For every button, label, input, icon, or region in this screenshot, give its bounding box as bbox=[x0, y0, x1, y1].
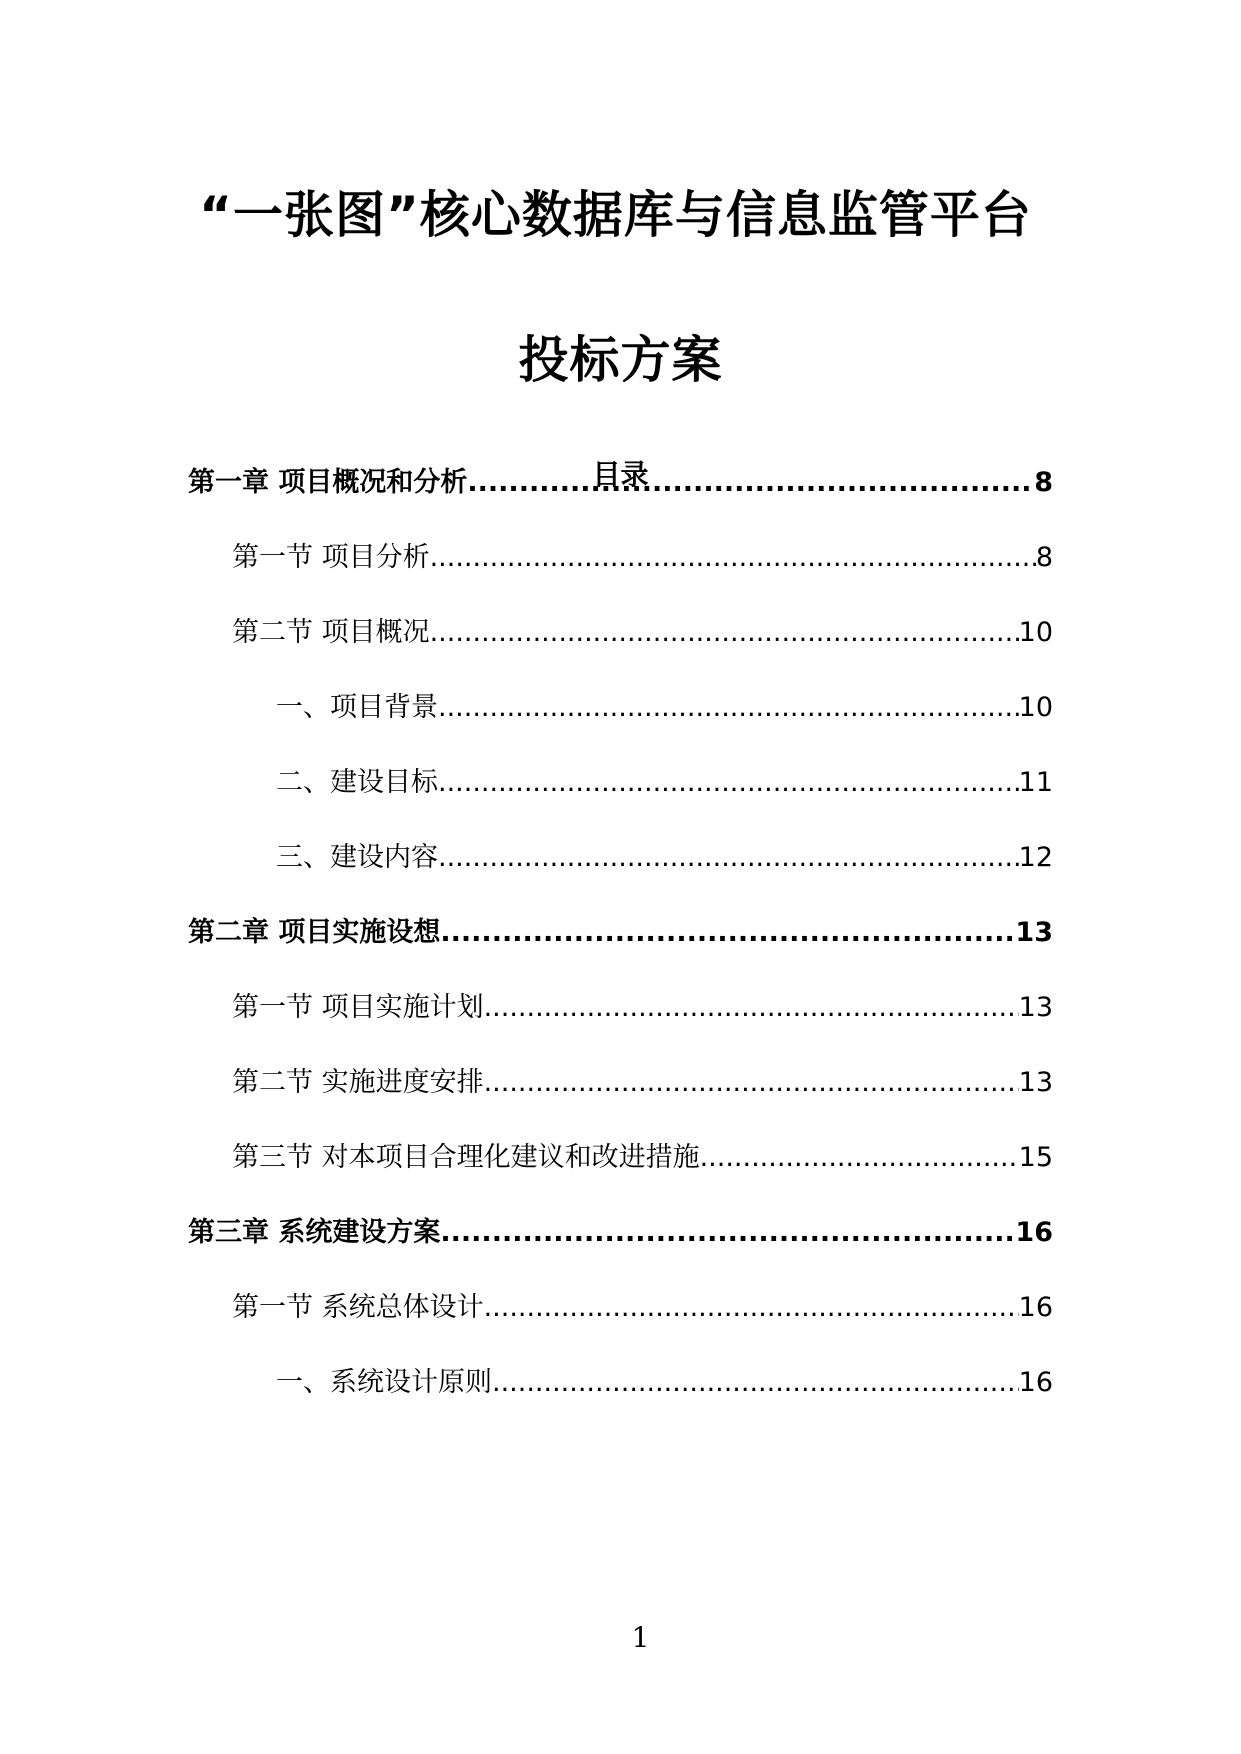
page-number: 1 bbox=[631, 1621, 650, 1654]
toc-leader-dots bbox=[484, 1065, 1019, 1101]
toc-entry-page: 16 bbox=[1018, 1367, 1053, 1398]
toc-entry-page: 10 bbox=[1018, 617, 1053, 648]
toc-entry-page: 10 bbox=[1018, 692, 1053, 723]
toc-entry-label: 第二节 项目概况 bbox=[232, 617, 430, 648]
toc-entry-chapter[interactable] bbox=[188, 1215, 1053, 1251]
toc-leader-dots bbox=[430, 540, 1036, 576]
toc-leader-dots bbox=[438, 765, 1019, 801]
toc-heading: 目录 bbox=[592, 458, 649, 491]
toc-entry-subsection[interactable] bbox=[276, 765, 1053, 801]
toc-entry-page: 16 bbox=[1018, 1292, 1053, 1323]
toc-leader-dots bbox=[484, 990, 1019, 1026]
toc-entry-label: 第一节 项目实施计划 bbox=[232, 992, 484, 1023]
toc-entry-label: 一、系统设计原则 bbox=[276, 1367, 492, 1398]
toc-entry-label: 第一节 系统总体设计 bbox=[232, 1292, 484, 1323]
toc-leader-dots bbox=[430, 615, 1019, 651]
toc-leader-dots bbox=[438, 690, 1019, 726]
toc-entry-label: 第一章 项目概况和分析 bbox=[188, 467, 468, 498]
toc-entry-section[interactable] bbox=[232, 1290, 1053, 1326]
toc-leader-dots bbox=[440, 1215, 1015, 1251]
toc-entry-section[interactable] bbox=[232, 1140, 1053, 1176]
toc-entry-page: 15 bbox=[1018, 1142, 1053, 1173]
document-title-line-1: “一张图”核心数据库与信息监管平台 bbox=[199, 186, 1032, 244]
toc-leader-dots bbox=[700, 1140, 1019, 1176]
toc-leader-dots bbox=[438, 840, 1019, 876]
toc-entry-page: 8 bbox=[1034, 467, 1053, 498]
toc-leader-dots bbox=[492, 1365, 1019, 1401]
toc-leader-dots bbox=[440, 915, 1015, 951]
toc-entry-page: 16 bbox=[1015, 1217, 1053, 1248]
toc-entry-subsection[interactable] bbox=[276, 690, 1053, 726]
toc-entry-section[interactable] bbox=[232, 1065, 1053, 1101]
toc-entry-chapter[interactable] bbox=[188, 915, 1053, 951]
toc-leader-dots bbox=[467, 465, 1034, 501]
toc-entry-label: 第一节 项目分析 bbox=[232, 542, 430, 573]
toc-entry-chapter[interactable] bbox=[188, 465, 1053, 501]
toc-entry-subsection[interactable] bbox=[276, 1365, 1053, 1401]
toc-entry-subsection[interactable] bbox=[276, 840, 1053, 876]
toc-entry-label: 第二章 项目实施设想 bbox=[188, 917, 441, 948]
toc-entry-section[interactable] bbox=[232, 540, 1053, 576]
toc-entry-page: 11 bbox=[1018, 767, 1053, 798]
toc-entry-label: 二、建设目标 bbox=[276, 767, 438, 798]
toc-entry-label: 第二节 实施进度安排 bbox=[232, 1067, 484, 1098]
document-title-line-2: 投标方案 bbox=[518, 331, 723, 389]
toc-entry-label: 第三章 系统建设方案 bbox=[188, 1217, 441, 1248]
toc-entry-page: 13 bbox=[1018, 992, 1053, 1023]
toc-entry-page: 8 bbox=[1035, 542, 1053, 573]
toc-entry-page: 13 bbox=[1018, 1067, 1053, 1098]
toc-entry-section[interactable] bbox=[232, 615, 1053, 651]
toc-entry-label: 三、建设内容 bbox=[276, 842, 438, 873]
toc-entry-page: 13 bbox=[1015, 917, 1053, 948]
toc-entry-page: 12 bbox=[1018, 842, 1053, 873]
toc-entry-label: 一、项目背景 bbox=[276, 692, 438, 723]
toc-leader-dots bbox=[484, 1290, 1019, 1326]
toc-entry-section[interactable] bbox=[232, 990, 1053, 1026]
toc-entry-label: 第三节 对本项目合理化建议和改进措施 bbox=[232, 1142, 700, 1173]
